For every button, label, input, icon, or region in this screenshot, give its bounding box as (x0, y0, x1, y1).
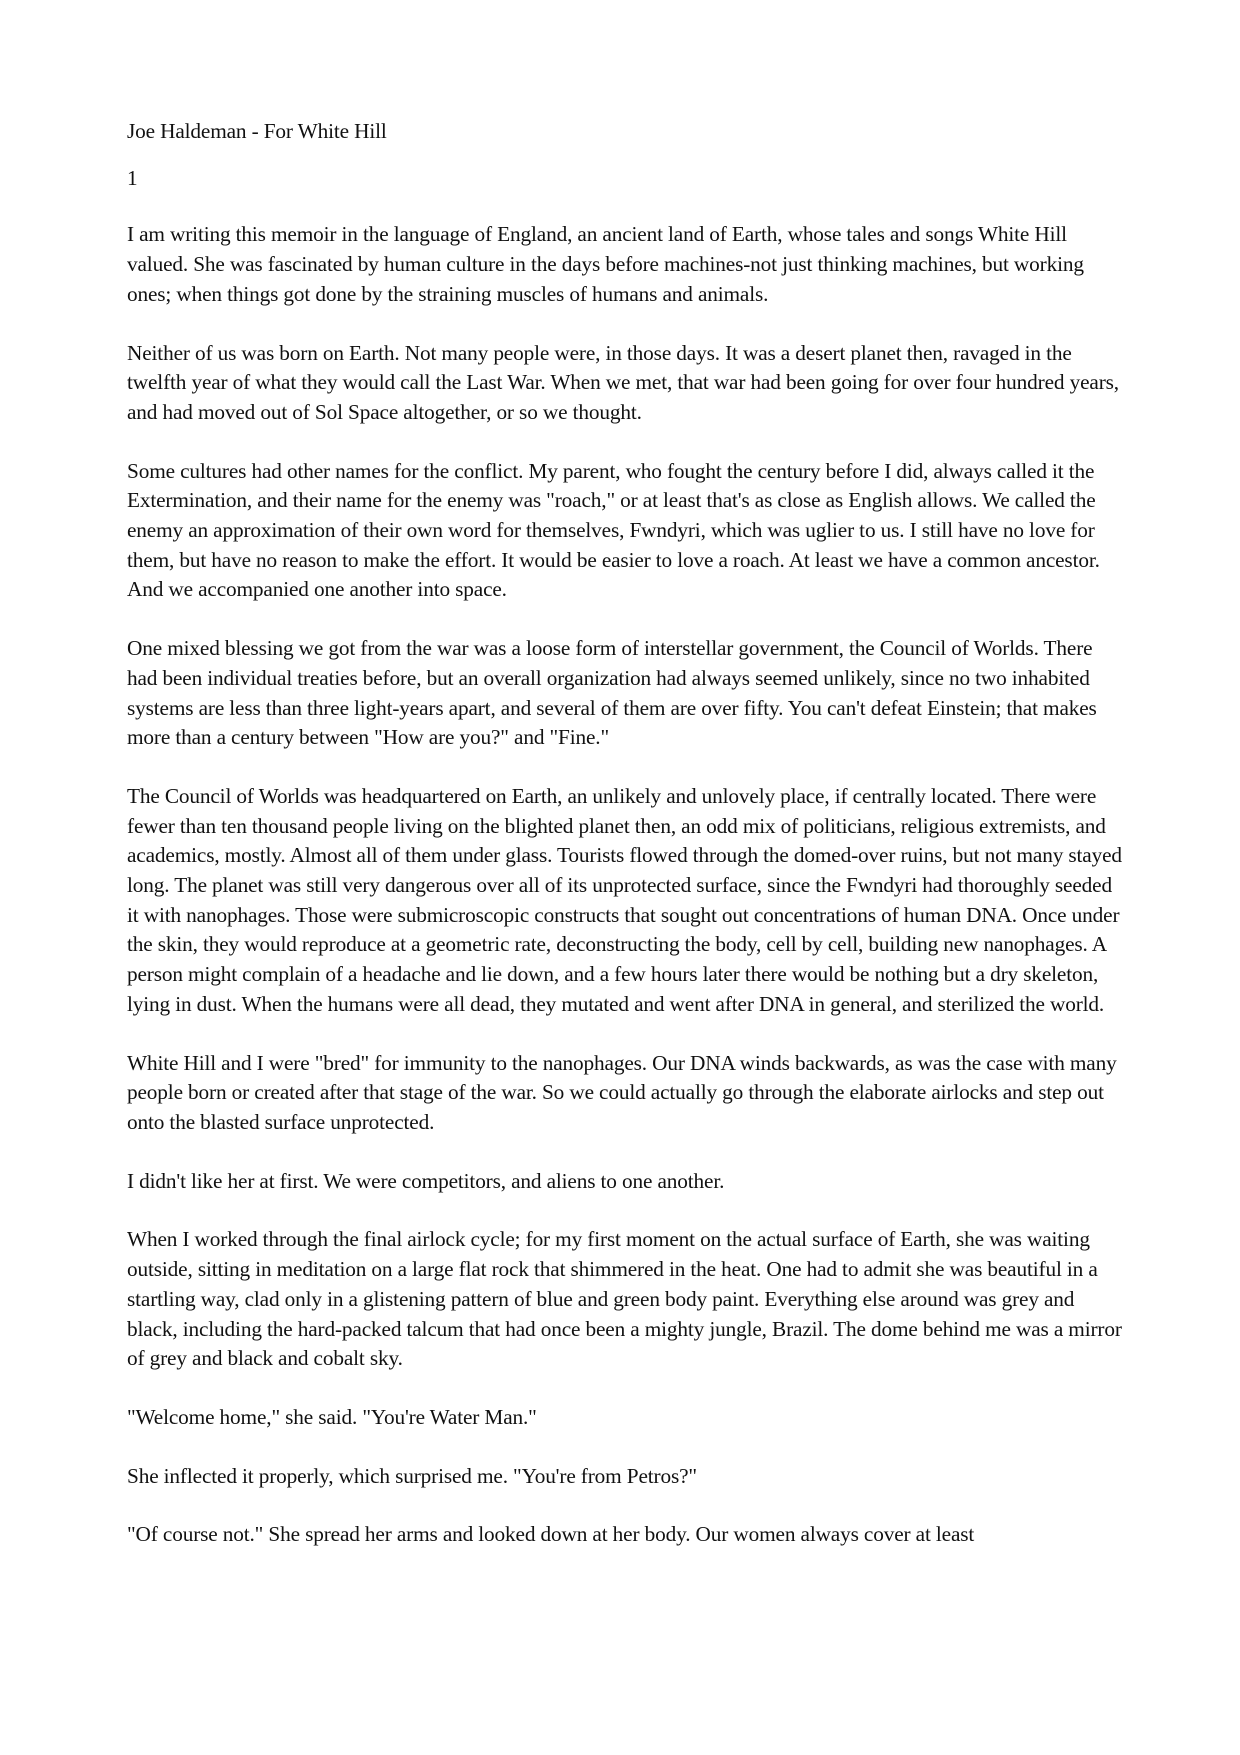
document-body (127, 117, 1127, 1579)
paragraph: Some cultures had other names for the conflict. My parent, who fought the century before I did, always called it the Extermination, and their name for the enemy was "roach," or at least that's as close as English allows. We called the enemy an approximation of their own word for themselves, Fwndyri, which was uglier to us. I still have no love for them, but have no reason to make the effort. It would be easier to love a roach. At least we have a common ancestor. And we accompanied one another into space. (127, 458, 1100, 602)
paragraph: Neither of us was born on Earth. Not many people were, in those days. It was a desert planet then, ravaged in the twelfth year of what they would call the Last War. When we met, that war had been going for over four hundred years, and had moved out of Sol Space altogether, or so we thought. (127, 340, 1119, 424)
paragraph: When I worked through the final airlock cycle; for my first moment on the actual surface of Earth, she was waiting outside, sitting in meditation on a large flat rock that shimmered in the heat. One had to admit she was beautiful in a startling way, clad only in a glistening pattern of blue and green body paint. Everything else around was grey and black, including the hard-packed talcum that had once been a mighty jungle, Brazil. The dome behind me was a mirror of grey and black and cobalt sky. (127, 1227, 1122, 1371)
paragraph: I am writing this memoir in the language of England, an ancient land of Earth, whose tales and songs White Hill valued. She was fascinated by human culture in the days before machines-not just thinking machines, but working ones; when things got done by the straining muscles of humans and animals. (127, 222, 1084, 306)
paragraph: White Hill and I were "bred" for immunity to the nanophages. Our DNA winds backwards, as was the case with many people born or created after that stage of the war. So we could actually go through the elaborate airlocks and step out onto the blasted surface unprotected. (127, 1050, 1117, 1134)
paragraph: The Council of Worlds was headquartered on Earth, an unlikely and unlovely place, if centrally located. There were fewer than ten thousand people living on the blighted planet then, an odd mix of politicians, religious extremists, and academics, mostly. Almost all of them under glass. Tourists flowed through the domed-over ruins, but not many stayed long. The planet was still very dangerous over all of its unprotected surface, since the Fwndyri had thoroughly seeded it with nanophages. Those were submicroscopic constructs that sought out concentrations of human DNA. Once under the skin, they would reproduce at a geometric rate, deconstructing the body, cell by cell, building new nanophages. A person might complain of a headache and lie down, and a few hours later there would be nothing but a dry skeleton, lying in dust. When the humans were all dead, they mutated and went after DNA in general, and sterilized the world. (127, 783, 1122, 1016)
paragraph: She inflected it properly, which surprised me. "You're from Petros?" (127, 1463, 697, 1488)
paragraph: One mixed blessing we got from the war was a loose form of interstellar government, the Council of Worlds. There had been individual treaties before, but an overall organization had always seemed unlikely, since no two inhabited systems are less than three light-years apart, and several of them are over fifty. You can't defeat Einstein; that makes more than a century between "How are you?" and "Fine." (127, 636, 1097, 750)
paragraph: I didn't like her at first. We were competitors, and aliens to one another. (127, 1168, 725, 1193)
document-title: Joe Haldeman - For White Hill (127, 119, 387, 143)
paragraph: "Of course not." She spread her arms and looked down at her body. Our women always cover at least (127, 1522, 975, 1547)
paragraph: "Welcome home," she said. "You're Water Man." (127, 1404, 537, 1429)
chapter-number: 1 (127, 165, 138, 190)
